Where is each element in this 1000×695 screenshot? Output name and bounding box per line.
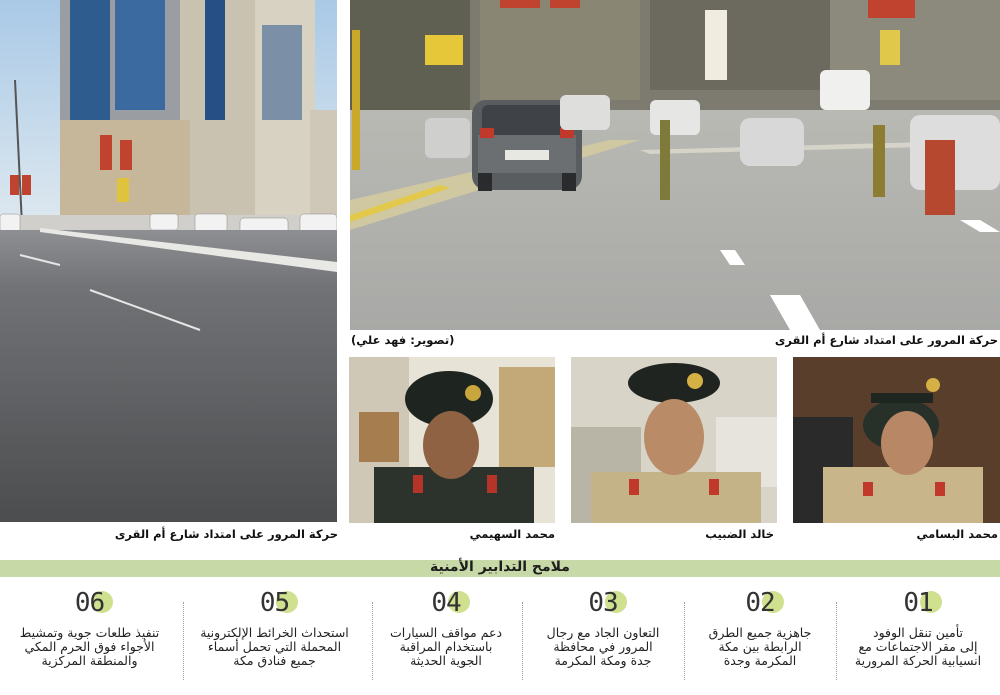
photo-credit: (تصوير: فهد علي): [351, 333, 455, 347]
measure-item: [366, 588, 526, 668]
portrait-photo: [349, 357, 555, 523]
measure-item: [2, 588, 177, 668]
portrait-photo: [793, 357, 1000, 523]
measure-item: [187, 588, 362, 668]
portrait-photo: [571, 357, 777, 523]
measure-number: 04: [431, 588, 461, 618]
measure-description: تأمين تنقل الوفود إلى مقر الاجتماعات مع انسيابية الحركة المرورية: [854, 625, 982, 668]
column-separator: [684, 602, 685, 680]
column-separator: [183, 602, 184, 680]
column-separator: [372, 602, 373, 680]
measure-item: [523, 588, 683, 668]
measure-number: 03: [588, 588, 618, 618]
portrait-caption: محمد السهيمي: [469, 527, 555, 541]
measure-number: 02: [745, 588, 775, 618]
measure-number: 05: [259, 588, 290, 618]
measure-number: 01: [903, 588, 933, 618]
left-street-photo: [0, 0, 337, 522]
column-separator: [522, 602, 523, 680]
measure-number: 06: [74, 588, 105, 618]
measure-item: [838, 588, 998, 668]
top-right-street-photo: [350, 0, 1000, 330]
column-separator: [836, 602, 837, 680]
top-right-photo-caption: حركة المرور على امتداد شارع أم القرى: [774, 333, 998, 347]
section-title: ملامح التدابير الأمنية: [430, 559, 570, 575]
portrait-caption: محمد البسامي: [916, 527, 998, 541]
measure-description: جاهزية جميع الطرق الرابطة بين مكة المكرمة وجدة: [708, 625, 812, 668]
left-photo-caption: حركة المرور على امتداد شارع أم القرى: [114, 527, 338, 541]
measure-description: تنفيذ طلعات جوية وتمشيط الأجواء فوق الحرم المكي والمنطقة المركزية: [19, 625, 160, 668]
measure-description: التعاون الجاد مع رجال المرور في محافظة جدة ومكة المكرمة: [546, 625, 660, 668]
measure-item: [680, 588, 840, 668]
portrait-caption: خالد الضبيب: [705, 527, 774, 541]
measure-description: استحداث الخرائط الإلكترونية المحملة التي تحمل أسماء جميع فنادق مكة: [200, 625, 349, 668]
measure-description: دعم مواقف السيارات باستخدام المراقبة الجوية الحديثة: [389, 625, 503, 668]
